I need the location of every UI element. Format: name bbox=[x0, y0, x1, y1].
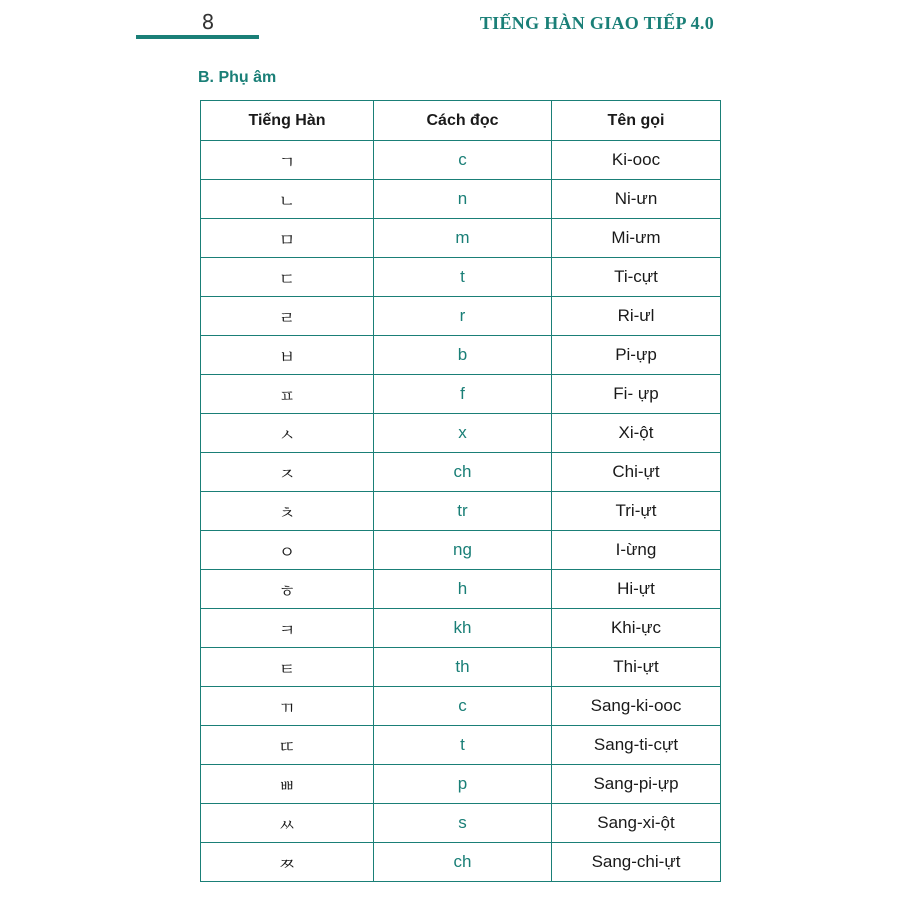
reading-cell: ch bbox=[374, 453, 552, 492]
letter-name-cell: Hi-ựt bbox=[552, 570, 721, 609]
korean-letter-cell: ㅆ bbox=[201, 804, 374, 843]
korean-letter-cell: ㅈ bbox=[201, 453, 374, 492]
reading-cell: t bbox=[374, 726, 552, 765]
reading-cell: s bbox=[374, 804, 552, 843]
korean-letter-cell: ㅇ bbox=[201, 531, 374, 570]
korean-letter-cell: ㄲ bbox=[201, 687, 374, 726]
letter-name-cell: Sang-chi-ựt bbox=[552, 843, 721, 882]
column-header-korean: Tiếng Hàn bbox=[201, 101, 374, 141]
table-row bbox=[201, 375, 721, 414]
table-row bbox=[201, 843, 721, 882]
book-title: TIẾNG HÀN GIAO TIẾP 4.0 bbox=[479, 13, 714, 33]
reading-cell: th bbox=[374, 648, 552, 687]
letter-name-cell: Khi-ực bbox=[552, 609, 721, 648]
letter-name-cell: Sang-ti-cựt bbox=[552, 726, 721, 765]
table-row bbox=[201, 570, 721, 609]
table-row bbox=[201, 180, 721, 219]
reading-cell: b bbox=[374, 336, 552, 375]
letter-name-cell: Ni-ưn bbox=[552, 180, 721, 219]
table-row bbox=[201, 726, 721, 765]
reading-cell: f bbox=[374, 375, 552, 414]
table-row bbox=[201, 531, 721, 570]
letter-name-cell: Fi- ựp bbox=[552, 375, 721, 414]
table-row bbox=[201, 687, 721, 726]
table-row bbox=[201, 414, 721, 453]
reading-cell: n bbox=[374, 180, 552, 219]
column-header-reading: Cách đọc bbox=[374, 101, 552, 141]
letter-name-cell: Mi-ưm bbox=[552, 219, 721, 258]
reading-cell: tr bbox=[374, 492, 552, 531]
table-row bbox=[201, 609, 721, 648]
korean-letter-cell: ㄸ bbox=[201, 726, 374, 765]
table-row bbox=[201, 297, 721, 336]
table-row bbox=[201, 453, 721, 492]
reading-cell: c bbox=[374, 141, 552, 180]
korean-letter-cell: ㅌ bbox=[201, 648, 374, 687]
column-header-name: Tên gọi bbox=[552, 101, 721, 141]
table-row bbox=[201, 219, 721, 258]
korean-letter-cell: ㅁ bbox=[201, 219, 374, 258]
reading-cell: c bbox=[374, 687, 552, 726]
table-row bbox=[201, 648, 721, 687]
letter-name-cell: Ti-cựt bbox=[552, 258, 721, 297]
table-row bbox=[201, 336, 721, 375]
letter-name-cell: I-ừng bbox=[552, 531, 721, 570]
letter-name-cell: Pi-ựp bbox=[552, 336, 721, 375]
page-number: 8 bbox=[201, 10, 215, 34]
letter-name-cell: Sang-pi-ựp bbox=[552, 765, 721, 804]
letter-name-cell: Ki-ooc bbox=[552, 141, 721, 180]
reading-cell: kh bbox=[374, 609, 552, 648]
korean-letter-cell: ㅃ bbox=[201, 765, 374, 804]
letter-name-cell: Sang-xi-ột bbox=[552, 804, 721, 843]
table-row bbox=[201, 141, 721, 180]
reading-cell: r bbox=[374, 297, 552, 336]
section-title: B. Phụ âm bbox=[198, 69, 277, 86]
letter-name-cell: Sang-ki-ooc bbox=[552, 687, 721, 726]
korean-letter-cell: ㅊ bbox=[201, 492, 374, 531]
korean-letter-cell: ㄷ bbox=[201, 258, 374, 297]
reading-cell: ch bbox=[374, 843, 552, 882]
reading-cell: x bbox=[374, 414, 552, 453]
table-row bbox=[201, 765, 721, 804]
header-rule bbox=[136, 35, 259, 39]
reading-cell: h bbox=[374, 570, 552, 609]
korean-letter-cell: ㅂ bbox=[201, 336, 374, 375]
reading-cell: p bbox=[374, 765, 552, 804]
table-row bbox=[201, 492, 721, 531]
korean-letter-cell: ㅉ bbox=[201, 843, 374, 882]
korean-letter-cell: ㅎ bbox=[201, 570, 374, 609]
reading-cell: m bbox=[374, 219, 552, 258]
letter-name-cell: Ri-ưl bbox=[552, 297, 721, 336]
letter-name-cell: Thi-ựt bbox=[552, 648, 721, 687]
table-header-row bbox=[201, 101, 721, 141]
letter-name-cell: Chi-ựt bbox=[552, 453, 721, 492]
table-row bbox=[201, 258, 721, 297]
korean-letter-cell: ㅅ bbox=[201, 414, 374, 453]
letter-name-cell: Tri-ựt bbox=[552, 492, 721, 531]
reading-cell: ng bbox=[374, 531, 552, 570]
consonant-table bbox=[200, 100, 721, 882]
korean-letter-cell: ㄴ bbox=[201, 180, 374, 219]
table-body bbox=[201, 141, 721, 882]
letter-name-cell: Xi-ột bbox=[552, 414, 721, 453]
table-row bbox=[201, 804, 721, 843]
reading-cell: t bbox=[374, 258, 552, 297]
korean-letter-cell: ㅋ bbox=[201, 609, 374, 648]
korean-letter-cell: ㅍ bbox=[201, 375, 374, 414]
korean-letter-cell: ㄹ bbox=[201, 297, 374, 336]
korean-letter-cell: ㄱ bbox=[201, 141, 374, 180]
